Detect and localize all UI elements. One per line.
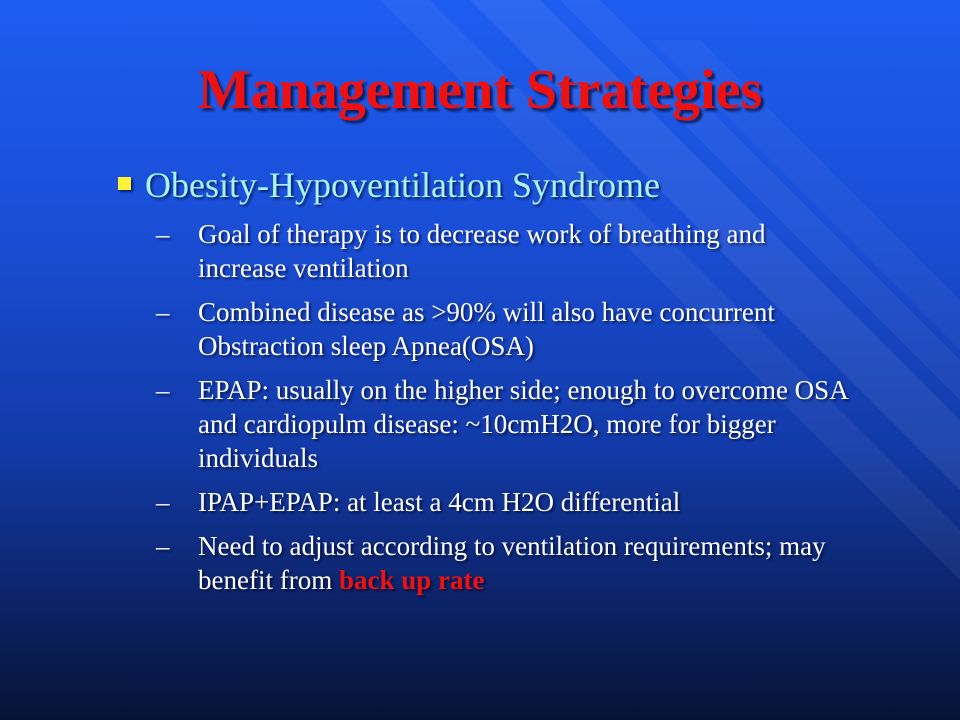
highlight-text: back up rate	[338, 565, 485, 595]
square-bullet-icon	[118, 177, 131, 190]
main-bullet	[118, 162, 858, 208]
sub-bullet-text: Need to adjust according to ventilation requirements; may benefit from	[198, 531, 826, 595]
dash-marker: –	[156, 375, 170, 405]
sub-bullet-text: Goal of therapy is to decrease work of breathing and increase ventilation	[198, 219, 766, 283]
slide-title: Management Strategies	[197, 59, 763, 121]
dash-marker: –	[156, 297, 170, 327]
sub-bullet-item	[156, 485, 858, 519]
main-bullet-text: Obesity-Hypoventilation Syndrome	[145, 165, 660, 205]
sub-bullet-text: IPAP+EPAP: at least a 4cm H2O differential	[198, 487, 681, 517]
sub-bullet-item	[156, 529, 858, 597]
sub-bullet-text: Combined disease as >90% will also have concurrent Obstraction sleep Apnea(OSA)	[198, 297, 775, 361]
dash-marker: –	[156, 531, 170, 561]
sub-bullet-item	[156, 217, 858, 285]
sub-bullet-item	[156, 295, 858, 363]
dash-marker: –	[156, 487, 170, 517]
sub-bullet-list	[156, 217, 858, 597]
sub-bullet-text: EPAP: usually on the higher side; enough to overcome OSA and cardiopulm disease: ~10cmH2O, more for bigger individuals	[198, 375, 848, 473]
dash-marker: –	[156, 219, 170, 249]
slide-content	[118, 162, 858, 607]
sub-bullet-item	[156, 373, 858, 475]
